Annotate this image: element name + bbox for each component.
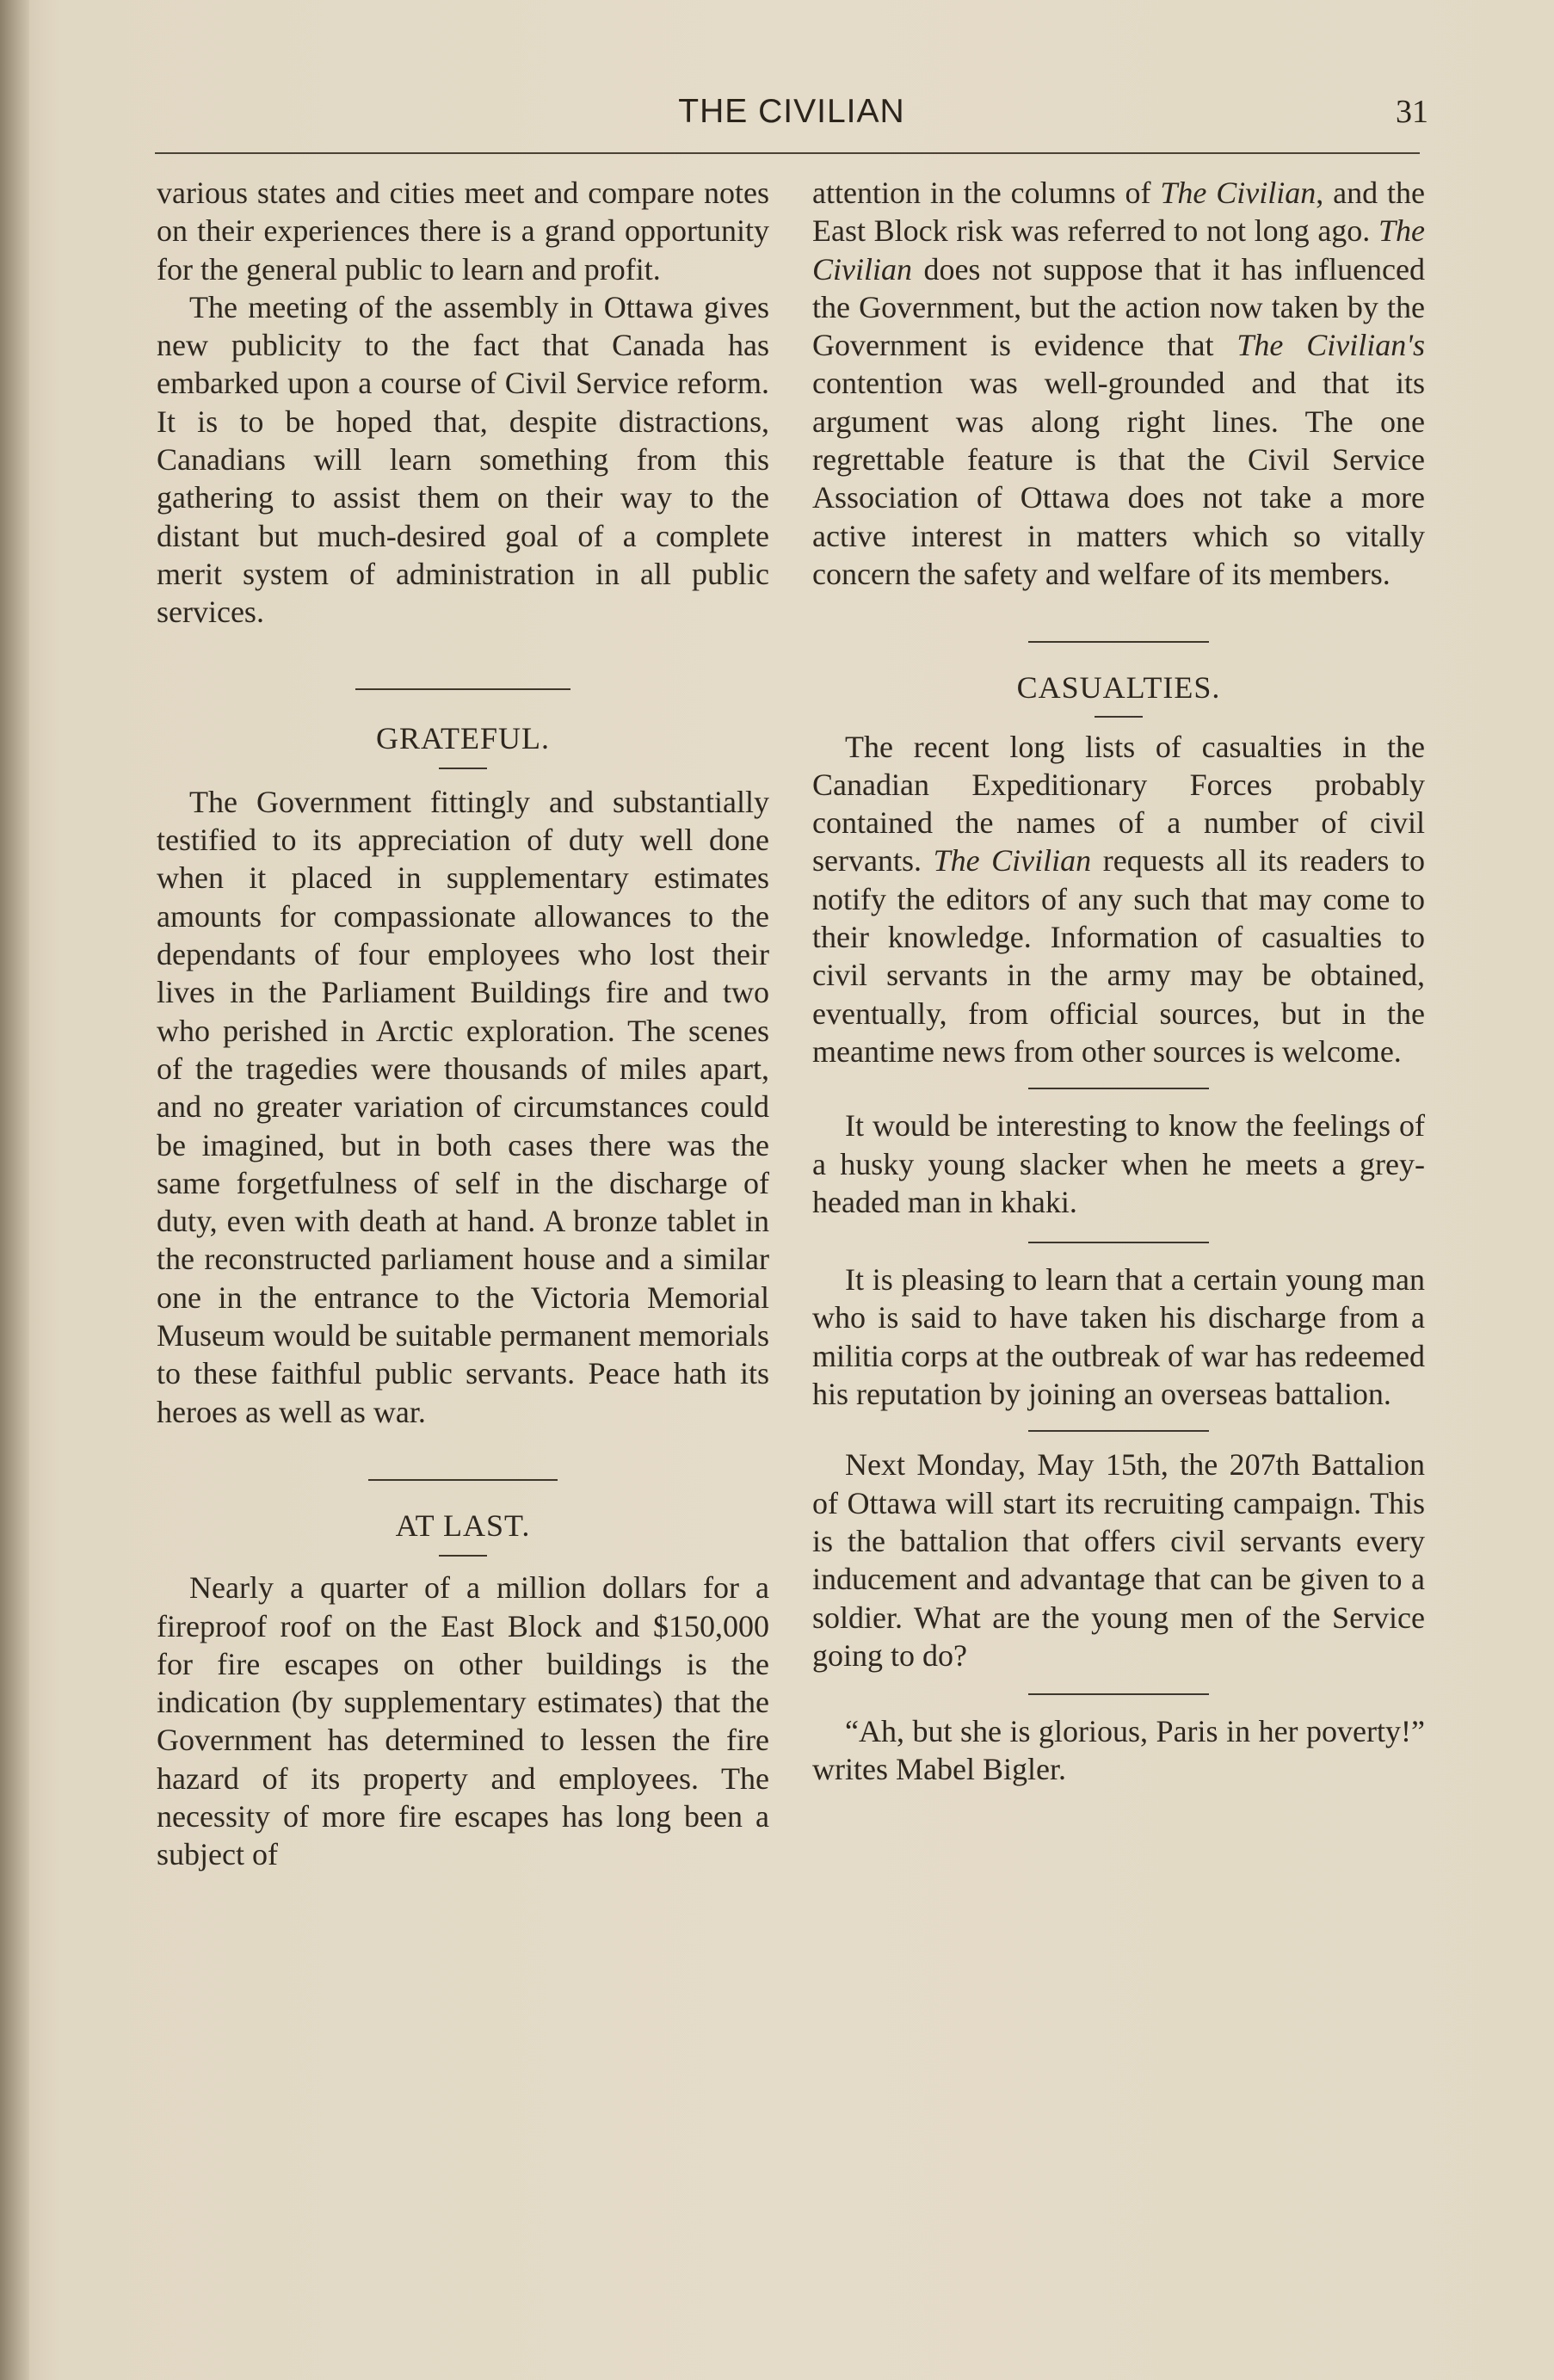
continued-paragraph: various states and cities meet and compare notes on their experiences there is a grand opportunity for the general public to learn and profit.	[157, 176, 769, 287]
text-run: , and the East Block risk was referred to not long ago.	[812, 176, 1425, 249]
item-slacker: It would be interesting to know the feelings of a husky young slacker when he meets a grey-headed man in khaki.	[812, 1108, 1425, 1219]
text-run: does not suppose that it has influenced the Government, but the action now taken by the Government is evidence that	[812, 251, 1425, 363]
grateful-heading: GRATEFUL.	[375, 720, 550, 755]
page-number: 31	[1396, 94, 1428, 130]
item-battalion: Next Monday, May 15th, the 207th Battalion of Ottawa will start its recruiting campaign. This is the battalion that offers civil servants every inducement and advantage that can be given to a soldier. What are the young men of the Service going to do?	[812, 1447, 1425, 1673]
casualties-heading: CASUALTIES.	[1016, 670, 1221, 706]
at-last-heading: AT LAST.	[395, 1508, 531, 1543]
running-head	[155, 93, 1428, 141]
publication-name: The Civilian's	[1236, 328, 1425, 363]
item-paris: “Ah, but she is glorious, Paris in her poverty!” writes Mabel Bigler.	[812, 1714, 1425, 1787]
text-run: The recent long lists of casualties in the Canadian Expeditionary Forces probably contained the names of a number of civil servants.	[812, 729, 1425, 879]
text-run: requests all its readers to notify the editors of any such that may come to their knowledge. Information of casualties to civil servants in the army may be obtained, eventually, from official sources, but in the meantime news from other sources is welcome.	[812, 843, 1426, 1069]
text-run: attention in the columns of	[812, 176, 1161, 210]
publication-name: The Civilian	[1160, 176, 1317, 210]
publication-name: The Civilian	[812, 213, 1425, 287]
publication-title: THE CIVILIAN	[678, 93, 905, 130]
at-last-body: Nearly a quarter of a million dollars for a fireproof roof on the East Block and $150,000 for fire escapes on other buildings is the indication (by supplementary estimates) that the Government has determined to lessen the fire hazard of its property and employees. The necessity of more fire escapes has long been a subject of	[157, 1570, 769, 1872]
publication-name: The Civilian	[933, 843, 1092, 879]
grateful-body: The Government fittingly and substantially testified to its appreciation of duty well done when it placed in supplementary estimates amounts for compassionate allowances to the dependants of four employees who lost their lives in the Parliament Buildings fire and two who perished in Arctic exploration. The scenes of the tragedies were thousands of miles apart, and no greater variation of circumstances could be imagined, but in both cases there was the same forgetfulness of self in the discharge of duty, even with death at hand. A bronze tablet in the reconstructed parliament house and a similar one in the entrance to the Victoria Memorial Museum would be suitable permanent memorials to these faithful public servants. Peace hath its heroes as well as war.	[157, 784, 769, 1429]
text-run: contention was well-grounded and that its argument was along right lines. The one regrettable feature is that the Civil Service Association of Ottawa does not take a more active interest in matters which so vitally concern the safety and welfare of its members.	[812, 366, 1425, 591]
assembly-paragraph: The meeting of the assembly in Ottawa gives new publicity to the fact that Canada has embarked upon a course of Civil Service reform. It is to be hoped that, despite distractions, Canadians will learn something from this gathering to assist them on their way to the distant but much-desired goal of a complete merit system of administration in all public services.	[157, 289, 769, 630]
left-column	[157, 174, 769, 1874]
page-binding-shadow	[0, 0, 29, 2380]
header-rule	[155, 152, 1420, 154]
item-militia: It is pleasing to learn that a certain young man who is said to have taken his discharge from a militia corps at the outbreak of war has redeemed his reputation by joining an overseas battalion.	[812, 1262, 1425, 1412]
right-column	[812, 174, 1425, 1789]
casualties-body	[812, 728, 1425, 1071]
continued-paragraph-right	[812, 174, 1425, 593]
